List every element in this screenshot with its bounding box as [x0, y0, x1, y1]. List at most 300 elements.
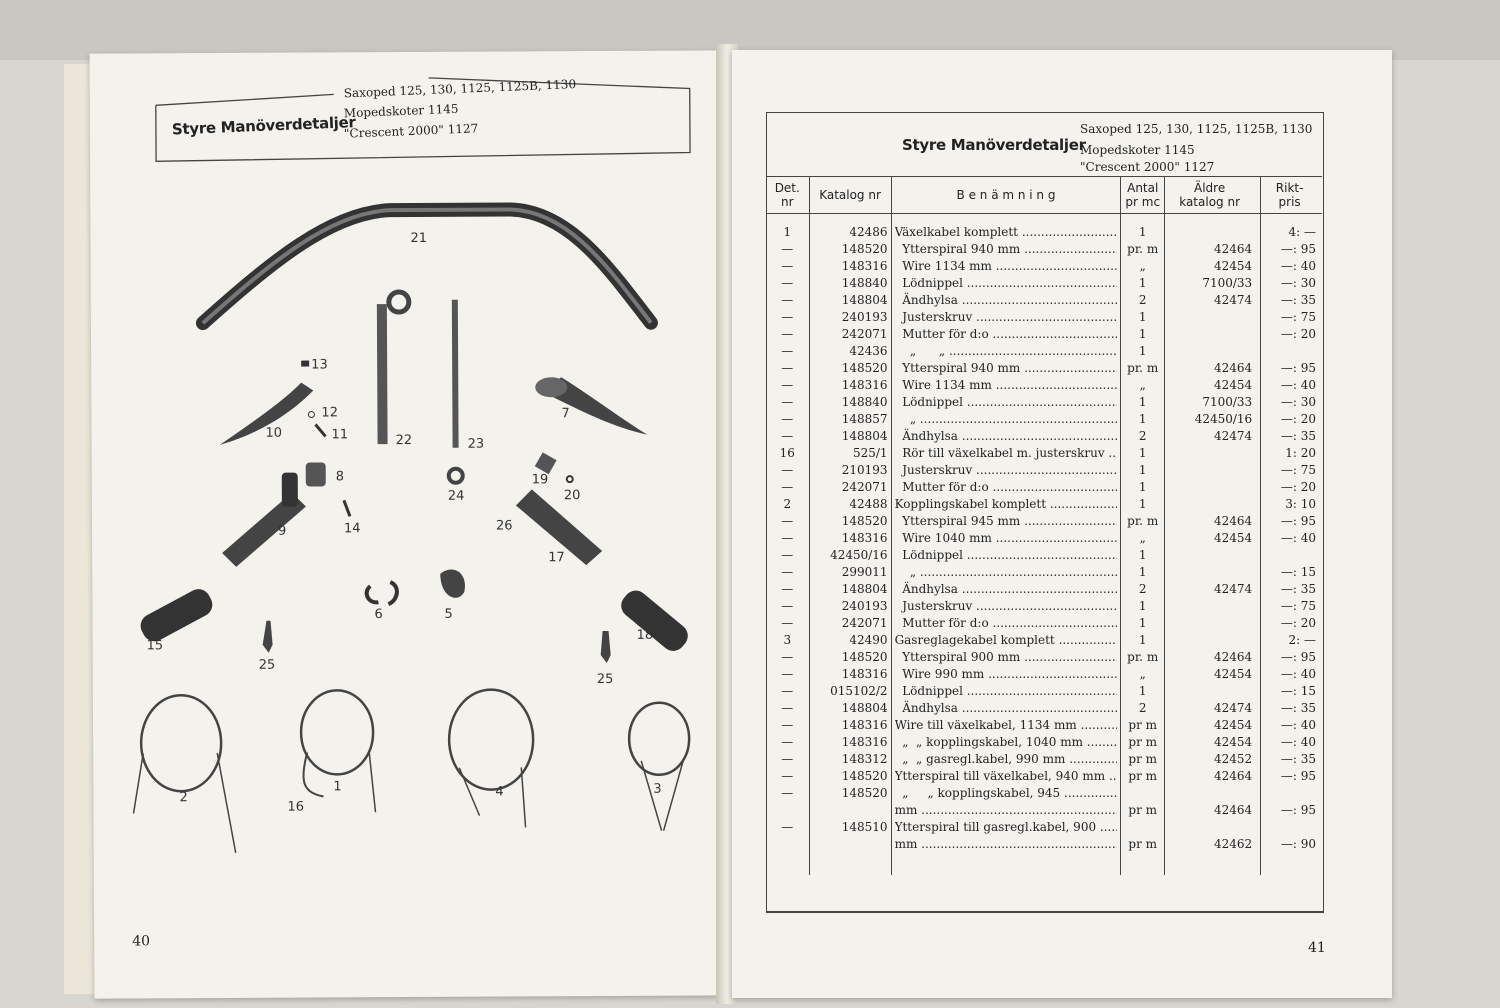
col-header-benamning: B e n ä m n i n g — [891, 177, 1121, 214]
cell-antal: 2 — [1121, 292, 1165, 309]
cell-aldre: 42452 — [1165, 751, 1261, 768]
cell-benamning: mm ..... — [891, 836, 1121, 853]
cell-pris: —: 35 — [1261, 428, 1322, 445]
cell-aldre — [1165, 598, 1261, 615]
cell-pris: —: 40 — [1261, 717, 1322, 734]
part-label-3: 3 — [653, 781, 662, 797]
cell-det: 1 — [783, 225, 792, 239]
part-label-24: 24 — [447, 488, 465, 504]
cell-pris: —: 95 — [1261, 802, 1322, 819]
table-row — [766, 496, 1322, 513]
cell-antal: pr m — [1121, 734, 1165, 751]
table-row — [766, 785, 1322, 802]
cell-det: — — [781, 548, 794, 562]
table-row — [766, 581, 1322, 598]
cell-katalog: 42450/16 — [809, 547, 891, 564]
part-label-25-left: 25 — [258, 657, 276, 673]
cell-benamning: Mutter för d:o ..... — [891, 479, 1121, 496]
cell-pris — [1261, 819, 1322, 836]
cable-1-drawing — [301, 690, 373, 774]
part-label-6: 6 — [374, 607, 383, 623]
cell-det — [766, 836, 809, 853]
cell-katalog: 148316 — [809, 734, 891, 751]
cell-pris: —: 95 — [1261, 513, 1322, 530]
left-page-title: Styre Manöverdetaljer — [171, 113, 356, 139]
cell-benamning: Mutter för d:o ..... — [891, 326, 1121, 343]
cell-aldre: 42464 — [1165, 768, 1261, 785]
part-label-11: 11 — [331, 427, 349, 443]
cell-aldre: 42464 — [1165, 802, 1261, 819]
cell-katalog: 148520 — [809, 360, 891, 377]
part-label-10: 10 — [265, 425, 283, 441]
cell-benamning: Kopplingskabel komplett ..... — [891, 496, 1121, 513]
cell-antal: „ — [1121, 666, 1165, 683]
cell-katalog: 148316 — [809, 258, 891, 275]
part-label-23: 23 — [467, 436, 485, 452]
cell-antal: pr. m — [1121, 360, 1165, 377]
cell-katalog: 42436 — [809, 343, 891, 360]
cell-antal: 1 — [1121, 462, 1165, 479]
cell-benamning: Justerskruv ..... — [891, 462, 1121, 479]
cell-pris: —: 30 — [1261, 275, 1322, 292]
cell-det: — — [781, 565, 794, 579]
cell-antal: 1 — [1121, 275, 1165, 292]
cell-aldre: 7100/33 — [1165, 394, 1261, 411]
cell-benamning: Lödnippel ..... — [891, 547, 1121, 564]
left-model-line-3: "Crescent 2000" 1127 — [343, 121, 479, 141]
cell-aldre — [1165, 462, 1261, 479]
cell-aldre: 42454 — [1165, 377, 1261, 394]
cell-katalog: 148520 — [809, 649, 891, 666]
cell-pris: —: 40 — [1261, 258, 1322, 275]
table-row — [766, 241, 1322, 258]
left-page-number: 40 — [132, 933, 151, 950]
cell-katalog: 148316 — [809, 717, 891, 734]
cell-benamning: Ändhylsa ..... — [891, 581, 1121, 598]
cell-det: — — [781, 684, 794, 698]
cell-katalog: 148840 — [809, 275, 891, 292]
cell-antal: 2 — [1121, 428, 1165, 445]
cell-det: — — [781, 310, 794, 324]
left-model-line-2: Mopedskoter 1145 — [343, 101, 459, 121]
cell-pris: —: 20 — [1261, 411, 1322, 428]
cell-det: — — [781, 820, 794, 834]
cell-katalog: 148520 — [809, 513, 891, 530]
cell-benamning: mm ..... — [891, 802, 1121, 819]
cell-katalog: 148804 — [809, 292, 891, 309]
cell-antal: 1 — [1121, 598, 1165, 615]
cell-katalog: 148804 — [809, 428, 891, 445]
part-label-21: 21 — [410, 230, 428, 246]
cell-det: — — [781, 412, 794, 426]
cell-pris: —: 40 — [1261, 377, 1322, 394]
cell-katalog: 299011 — [809, 564, 891, 581]
cell-katalog: 148316 — [809, 377, 891, 394]
table-row — [766, 394, 1322, 411]
cell-aldre: 42454 — [1165, 258, 1261, 275]
cell-benamning: Gasreglagekabel komplett ..... — [891, 632, 1121, 649]
part-label-19: 19 — [531, 472, 549, 488]
cell-pris: —: 90 — [1261, 836, 1322, 853]
cell-pris: —: 40 — [1261, 666, 1322, 683]
table-row — [766, 377, 1322, 394]
cell-katalog: 42488 — [809, 496, 891, 513]
cell-benamning: Wire till växelkabel, 1134 mm ..... — [891, 717, 1121, 734]
table-header-row — [766, 177, 1322, 214]
cell-det: 3 — [783, 633, 792, 647]
table-row — [766, 292, 1322, 309]
cell-aldre — [1165, 309, 1261, 326]
col-header-det: Det. nr — [766, 177, 809, 214]
part-label-17: 17 — [548, 550, 565, 566]
cell-benamning: „ ..... — [891, 564, 1121, 581]
right-page-title: Styre Manöverdetaljer — [902, 136, 1086, 154]
cell-aldre: 42464 — [1165, 360, 1261, 377]
part-label-15: 15 — [146, 638, 164, 654]
cell-pris: —: 35 — [1261, 751, 1322, 768]
cell-katalog: 148520 — [809, 785, 891, 802]
cell-det: — — [781, 259, 794, 273]
part-label-20: 20 — [563, 488, 581, 504]
table-row — [766, 683, 1322, 700]
stem-drawing — [377, 304, 388, 444]
cell-pris: —: 75 — [1261, 309, 1322, 326]
cell-antal: 1 — [1121, 547, 1165, 564]
cell-antal: pr m — [1121, 751, 1165, 768]
table-row — [766, 445, 1322, 462]
cell-aldre: 42454 — [1165, 734, 1261, 751]
cell-katalog: 148316 — [809, 530, 891, 547]
cell-antal: 1 — [1121, 632, 1165, 649]
cell-det: — — [781, 293, 794, 307]
table-row — [766, 275, 1322, 292]
cell-aldre: 42464 — [1165, 649, 1261, 666]
cell-pris: —: 40 — [1261, 734, 1322, 751]
cell-pris: —: 95 — [1261, 649, 1322, 666]
cell-benamning: Växelkabel komplett ..... — [891, 224, 1121, 241]
col-header-katalog: Katalog nr — [809, 177, 891, 214]
cell-antal: 1 — [1121, 615, 1165, 632]
cell-aldre — [1165, 496, 1261, 513]
part-label-9: 9 — [277, 523, 287, 539]
cell-benamning: „ „ kopplingskabel, 945 ..... — [891, 785, 1121, 802]
cell-det: — — [781, 582, 794, 596]
cell-katalog: 242071 — [809, 326, 891, 343]
cell-antal: pr. m — [1121, 513, 1165, 530]
cell-aldre: 42464 — [1165, 241, 1261, 258]
cell-katalog: 242071 — [809, 479, 891, 496]
cell-pris: —: 95 — [1261, 241, 1322, 258]
cell-aldre: 42462 — [1165, 836, 1261, 853]
cell-aldre: 42450/16 — [1165, 411, 1261, 428]
cell-benamning: Wire 1134 mm ..... — [891, 377, 1121, 394]
cell-katalog: 015102/2 — [809, 683, 891, 700]
table-row — [766, 360, 1322, 377]
cell-benamning: „ „ kopplingskabel, 1040 mm ..... — [891, 734, 1121, 751]
table-row — [766, 768, 1322, 785]
cell-katalog: 42490 — [809, 632, 891, 649]
table-row — [766, 751, 1322, 768]
cell-det: — — [781, 769, 794, 783]
cell-det: — — [781, 752, 794, 766]
rod-drawing — [452, 300, 459, 448]
cell-aldre — [1165, 632, 1261, 649]
table-row — [766, 836, 1322, 853]
cell-antal: 1 — [1121, 479, 1165, 496]
right-model-line-2: Mopedskoter 1145 — [1080, 143, 1195, 157]
cell-det: — — [781, 616, 794, 630]
cell-antal: pr. m — [1121, 241, 1165, 258]
cell-pris: 3: 10 — [1261, 496, 1322, 513]
cell-aldre: 42454 — [1165, 717, 1261, 734]
table-bottom-rule — [766, 911, 1324, 913]
cell-benamning: Ytterspiral 940 mm ..... — [891, 360, 1121, 377]
cell-det: — — [781, 718, 794, 732]
cell-antal: 2 — [1121, 700, 1165, 717]
part-label-25-right: 25 — [596, 671, 614, 688]
table-row — [766, 258, 1322, 275]
cell-antal: 1 — [1121, 445, 1165, 462]
parts-table — [766, 176, 1322, 875]
cell-katalog: 148804 — [809, 581, 891, 598]
table-row — [766, 326, 1322, 343]
left-grip-drawing — [136, 585, 216, 646]
table-row — [766, 700, 1322, 717]
cell-antal: 1 — [1121, 496, 1165, 513]
cell-aldre: 42454 — [1165, 666, 1261, 683]
left-page — [90, 50, 731, 998]
cell-katalog — [809, 802, 891, 819]
table-row — [766, 734, 1322, 751]
cell-benamning: Ändhylsa ..... — [891, 428, 1121, 445]
cell-det: — — [781, 344, 794, 358]
parts-illustration — [90, 50, 731, 998]
cell-aldre: 42474 — [1165, 292, 1261, 309]
part-label-13: 13 — [311, 357, 328, 373]
right-page-number: 41 — [1308, 940, 1326, 956]
cell-benamning: Mutter för d:o ..... — [891, 615, 1121, 632]
right-model-line-3: "Crescent 2000" 1127 — [1080, 160, 1215, 174]
cell-pris: —: 35 — [1261, 700, 1322, 717]
part-label-5: 5 — [444, 606, 453, 622]
cell-katalog: 148312 — [809, 751, 891, 768]
table-row — [766, 802, 1322, 819]
cell-aldre: 42454 — [1165, 530, 1261, 547]
cell-katalog: 148520 — [809, 241, 891, 258]
cell-pris: —: 35 — [1261, 292, 1322, 309]
table-row — [766, 649, 1322, 666]
cell-aldre: 42464 — [1165, 513, 1261, 530]
table-row — [766, 564, 1322, 581]
cell-benamning: Ytterspiral till växelkabel, 940 mm ..... — [891, 768, 1121, 785]
cell-aldre: 42474 — [1165, 700, 1261, 717]
part-label-22: 22 — [395, 432, 413, 449]
cell-benamning: Rör till växelkabel m. justerskruv ..... — [891, 445, 1121, 462]
left-model-line-1: Saxoped 125, 130, 1125, 1125B, 1130 — [343, 77, 577, 101]
cell-pris: 4: — — [1261, 224, 1322, 241]
cell-katalog: 148840 — [809, 394, 891, 411]
cell-pris: —: 20 — [1261, 615, 1322, 632]
cell-katalog: 148857 — [809, 411, 891, 428]
col-header-antal: Antal pr mc — [1121, 177, 1165, 214]
cell-aldre — [1165, 343, 1261, 360]
table-row — [766, 309, 1322, 326]
cell-antal: „ — [1121, 377, 1165, 394]
cell-det — [766, 802, 809, 819]
cell-pris: —: 15 — [1261, 683, 1322, 700]
table-row — [766, 462, 1322, 479]
cell-aldre: 7100/33 — [1165, 275, 1261, 292]
cell-pris: 1: 20 — [1261, 445, 1322, 462]
cell-benamning: Ändhylsa ..... — [891, 292, 1121, 309]
table-row — [766, 598, 1322, 615]
part-label-4: 4 — [495, 784, 504, 800]
cell-benamning: „ „ ..... — [891, 343, 1121, 360]
cell-antal: pr. m — [1121, 649, 1165, 666]
part-label-7: 7 — [561, 406, 570, 422]
cable-3-drawing — [629, 703, 689, 775]
cell-benamning: Wire 1040 mm ..... — [891, 530, 1121, 547]
cell-det: — — [781, 514, 794, 528]
part-label-18: 18 — [636, 627, 654, 643]
cell-katalog: 240193 — [809, 598, 891, 615]
col-header-aldre: Äldre katalog nr — [1165, 177, 1261, 214]
cell-antal: 1 — [1121, 683, 1165, 700]
table-row — [766, 547, 1322, 564]
cell-antal: 1 — [1121, 564, 1165, 581]
part-label-8: 8 — [335, 469, 345, 485]
cell-antal: pr m — [1121, 836, 1165, 853]
cell-antal — [1121, 819, 1165, 836]
cell-antal: pr m — [1121, 768, 1165, 785]
cell-det: 16 — [779, 446, 795, 460]
cell-det: — — [781, 463, 794, 477]
cell-benamning: Lödnippel ..... — [891, 394, 1121, 411]
cell-pris: —: 95 — [1261, 360, 1322, 377]
table-filler-row — [766, 853, 1322, 875]
cell-pris: —: 30 — [1261, 394, 1322, 411]
cell-katalog: 148520 — [809, 768, 891, 785]
cell-aldre — [1165, 479, 1261, 496]
cell-det: — — [781, 242, 794, 256]
right-model-line-1: Saxoped 125, 130, 1125, 1125B, 1130 — [1080, 122, 1313, 136]
table-row — [766, 819, 1322, 836]
cell-aldre — [1165, 445, 1261, 462]
table-row — [766, 666, 1322, 683]
cell-det: — — [781, 786, 794, 800]
cell-aldre: 42474 — [1165, 581, 1261, 598]
cell-aldre — [1165, 785, 1261, 802]
cell-pris: —: 40 — [1261, 530, 1322, 547]
part-label-16: 16 — [287, 799, 305, 815]
table-row — [766, 513, 1322, 530]
cell-benamning: Ytterspiral 900 mm ..... — [891, 649, 1121, 666]
cell-benamning: „ ..... — [891, 411, 1121, 428]
table-row — [766, 479, 1322, 496]
cell-pris — [1261, 785, 1322, 802]
part-label-26: 26 — [495, 518, 513, 534]
cell-det: — — [781, 667, 794, 681]
cell-aldre — [1165, 547, 1261, 564]
table-body — [766, 214, 1322, 876]
cell-pris: —: 35 — [1261, 581, 1322, 598]
cell-det: — — [781, 480, 794, 494]
cell-katalog: 242071 — [809, 615, 891, 632]
table-row — [766, 632, 1322, 649]
cell-aldre — [1165, 819, 1261, 836]
cell-det: — — [781, 429, 794, 443]
cell-benamning: Ytterspiral 940 mm ..... — [891, 241, 1121, 258]
cell-pris: —: 95 — [1261, 768, 1322, 785]
cable-2-drawing — [141, 695, 222, 791]
cell-det: — — [781, 276, 794, 290]
cell-det: — — [781, 701, 794, 715]
cell-det: — — [781, 735, 794, 749]
cell-antal: 1 — [1121, 394, 1165, 411]
cell-det: — — [781, 650, 794, 664]
cell-benamning: Lödnippel ..... — [891, 683, 1121, 700]
cell-benamning: Justerskruv ..... — [891, 309, 1121, 326]
cell-pris: —: 20 — [1261, 326, 1322, 343]
cell-aldre — [1165, 564, 1261, 581]
cell-antal: „ — [1121, 530, 1165, 547]
cell-benamning: Ytterspiral 945 mm ..... — [891, 513, 1121, 530]
cell-aldre — [1165, 683, 1261, 700]
cell-pris: 2: — — [1261, 632, 1322, 649]
cell-pris: —: 75 — [1261, 462, 1322, 479]
cell-pris: —: 20 — [1261, 479, 1322, 496]
cell-antal: 1 — [1121, 326, 1165, 343]
cell-antal: 2 — [1121, 581, 1165, 598]
cell-benamning: „ „ gasregl.kabel, 990 mm ..... — [891, 751, 1121, 768]
cell-antal: 1 — [1121, 411, 1165, 428]
col-header-pris: Rikt- pris — [1261, 177, 1322, 214]
cell-aldre — [1165, 326, 1261, 343]
cell-aldre: 42474 — [1165, 428, 1261, 445]
table-row — [766, 411, 1322, 428]
cell-aldre — [1165, 615, 1261, 632]
table-row — [766, 717, 1322, 734]
cell-katalog: 525/1 — [809, 445, 891, 462]
part-label-14: 14 — [343, 521, 361, 537]
cell-det: 2 — [783, 497, 792, 511]
cell-benamning: Lödnippel ..... — [891, 275, 1121, 292]
cell-katalog: 240193 — [809, 309, 891, 326]
cell-katalog — [809, 836, 891, 853]
part-label-1: 1 — [333, 779, 342, 795]
part-label-2: 2 — [179, 790, 188, 806]
cell-benamning: Justerskruv ..... — [891, 598, 1121, 615]
cell-pris: —: 15 — [1261, 564, 1322, 581]
table-row — [766, 428, 1322, 445]
right-page — [732, 50, 1392, 998]
right-grip-drawing — [616, 586, 692, 656]
cell-pris — [1261, 343, 1322, 360]
cell-benamning: Wire 1134 mm ..... — [891, 258, 1121, 275]
cell-antal — [1121, 785, 1165, 802]
table-row — [766, 530, 1322, 547]
cell-aldre — [1165, 224, 1261, 241]
cell-det: — — [781, 531, 794, 545]
cell-katalog: 148510 — [809, 819, 891, 836]
cell-antal: pr m — [1121, 717, 1165, 734]
table-row — [766, 615, 1322, 632]
cell-det: — — [781, 378, 794, 392]
table-row — [766, 343, 1322, 360]
cell-antal: 1 — [1121, 224, 1165, 241]
cell-pris: —: 75 — [1261, 598, 1322, 615]
cell-det: — — [781, 395, 794, 409]
